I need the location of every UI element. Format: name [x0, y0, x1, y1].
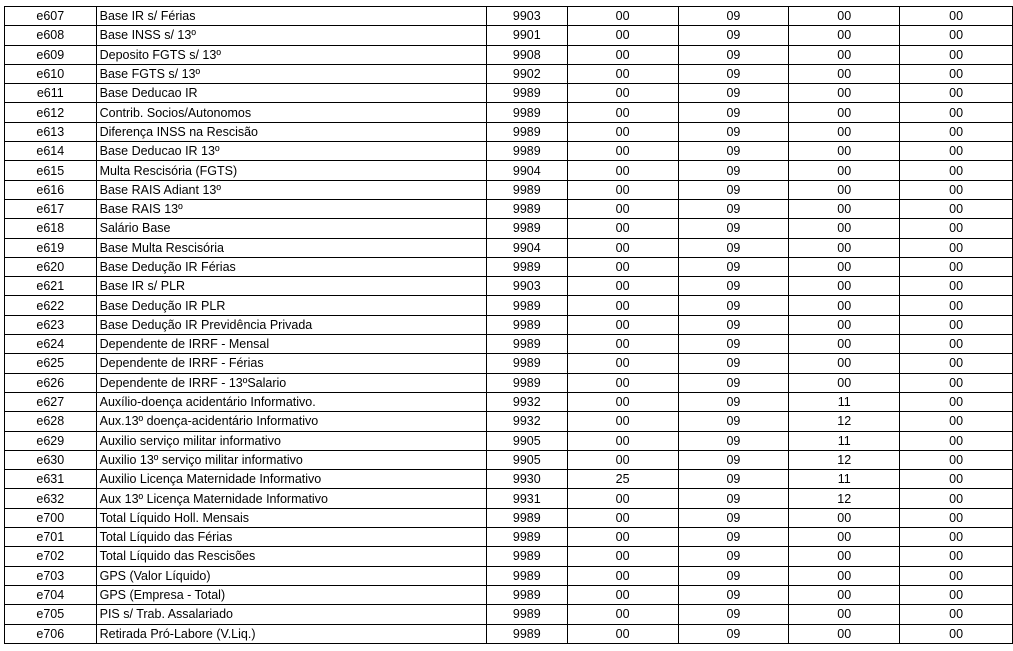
col7-cell: 00	[900, 431, 1013, 450]
col4-cell: 00	[567, 335, 678, 354]
col4-cell: 00	[567, 142, 678, 161]
col4-cell: 00	[567, 528, 678, 547]
col4-cell: 00	[567, 199, 678, 218]
col5-cell: 09	[678, 315, 789, 334]
event-code-cell: e706	[5, 624, 97, 643]
col4-cell: 25	[567, 470, 678, 489]
col5-cell: 09	[678, 450, 789, 469]
col7-cell: 00	[900, 605, 1013, 624]
col5-cell: 09	[678, 508, 789, 527]
col7-cell: 00	[900, 7, 1013, 26]
col5-cell: 09	[678, 354, 789, 373]
col7-cell: 00	[900, 199, 1013, 218]
col7-cell: 00	[900, 296, 1013, 315]
col5-cell: 09	[678, 142, 789, 161]
event-code-cell: e701	[5, 528, 97, 547]
col6-cell: 00	[789, 103, 900, 122]
rubric-cell: 9908	[486, 45, 567, 64]
col4-cell: 00	[567, 315, 678, 334]
description-cell: Salário Base	[96, 219, 486, 238]
col4-cell: 00	[567, 180, 678, 199]
rubric-cell: 9989	[486, 257, 567, 276]
col6-cell: 00	[789, 238, 900, 257]
rubric-cell: 9932	[486, 392, 567, 411]
col4-cell: 00	[567, 412, 678, 431]
col7-cell: 00	[900, 26, 1013, 45]
rubric-cell: 9905	[486, 450, 567, 469]
table-row	[5, 315, 1013, 334]
col4-cell: 00	[567, 373, 678, 392]
event-code-cell: e611	[5, 84, 97, 103]
table-row	[5, 277, 1013, 296]
col5-cell: 09	[678, 238, 789, 257]
col5-cell: 09	[678, 103, 789, 122]
col5-cell: 09	[678, 566, 789, 585]
rubric-cell: 9902	[486, 64, 567, 83]
event-code-cell: e700	[5, 508, 97, 527]
event-code-cell: e705	[5, 605, 97, 624]
event-code-cell: e616	[5, 180, 97, 199]
table-body	[5, 7, 1013, 644]
description-cell: Base INSS s/ 13º	[96, 26, 486, 45]
col6-cell: 11	[789, 470, 900, 489]
description-cell: Base RAIS Adiant 13º	[96, 180, 486, 199]
description-cell: Auxilio Licença Maternidade Informativo	[96, 470, 486, 489]
col4-cell: 00	[567, 431, 678, 450]
rubric-cell: 9989	[486, 84, 567, 103]
rubric-cell: 9989	[486, 585, 567, 604]
col7-cell: 00	[900, 470, 1013, 489]
table-row	[5, 335, 1013, 354]
description-cell: Dependente de IRRF - Férias	[96, 354, 486, 373]
col7-cell: 00	[900, 450, 1013, 469]
event-code-cell: e702	[5, 547, 97, 566]
col5-cell: 09	[678, 199, 789, 218]
col5-cell: 09	[678, 431, 789, 450]
description-cell: Base Dedução IR Férias	[96, 257, 486, 276]
description-cell: Auxílio-doença acidentário Informativo.	[96, 392, 486, 411]
col4-cell: 00	[567, 585, 678, 604]
col4-cell: 00	[567, 122, 678, 141]
col4-cell: 00	[567, 354, 678, 373]
col4-cell: 00	[567, 7, 678, 26]
rubric-cell: 9931	[486, 489, 567, 508]
table-row	[5, 64, 1013, 83]
col6-cell: 11	[789, 392, 900, 411]
col7-cell: 00	[900, 528, 1013, 547]
col6-cell: 00	[789, 180, 900, 199]
event-code-cell: e627	[5, 392, 97, 411]
col5-cell: 09	[678, 180, 789, 199]
rubric-cell: 9989	[486, 335, 567, 354]
rubric-cell: 9901	[486, 26, 567, 45]
table-row	[5, 431, 1013, 450]
table-row	[5, 489, 1013, 508]
col7-cell: 00	[900, 64, 1013, 83]
col6-cell: 00	[789, 528, 900, 547]
description-cell: PIS s/ Trab. Assalariado	[96, 605, 486, 624]
table-row	[5, 412, 1013, 431]
rubric-cell: 9989	[486, 142, 567, 161]
description-cell: Aux 13º Licença Maternidade Informativo	[96, 489, 486, 508]
rubric-cell: 9989	[486, 566, 567, 585]
col5-cell: 09	[678, 412, 789, 431]
table-row	[5, 354, 1013, 373]
col7-cell: 00	[900, 566, 1013, 585]
col6-cell: 00	[789, 84, 900, 103]
col6-cell: 12	[789, 489, 900, 508]
rubric-cell: 9989	[486, 508, 567, 527]
table-row	[5, 624, 1013, 643]
event-code-cell: e609	[5, 45, 97, 64]
col5-cell: 09	[678, 64, 789, 83]
col4-cell: 00	[567, 489, 678, 508]
table-row	[5, 238, 1013, 257]
col4-cell: 00	[567, 238, 678, 257]
col4-cell: 00	[567, 566, 678, 585]
col4-cell: 00	[567, 84, 678, 103]
table-row	[5, 103, 1013, 122]
col6-cell: 00	[789, 624, 900, 643]
col6-cell: 00	[789, 508, 900, 527]
description-cell: Base Multa Rescisória	[96, 238, 486, 257]
event-code-cell: e626	[5, 373, 97, 392]
description-cell: GPS (Valor Líquido)	[96, 566, 486, 585]
event-code-cell: e620	[5, 257, 97, 276]
col7-cell: 00	[900, 142, 1013, 161]
description-cell: Contrib. Socios/Autonomos	[96, 103, 486, 122]
table-row	[5, 547, 1013, 566]
col5-cell: 09	[678, 489, 789, 508]
event-code-cell: e624	[5, 335, 97, 354]
col4-cell: 00	[567, 450, 678, 469]
col7-cell: 00	[900, 624, 1013, 643]
description-cell: Retirada Pró-Labore (V.Liq.)	[96, 624, 486, 643]
col6-cell: 00	[789, 296, 900, 315]
col6-cell: 00	[789, 199, 900, 218]
description-cell: Deposito FGTS s/ 13º	[96, 45, 486, 64]
event-code-cell: e612	[5, 103, 97, 122]
table-row	[5, 392, 1013, 411]
event-code-cell: e613	[5, 122, 97, 141]
col7-cell: 00	[900, 508, 1013, 527]
col6-cell: 00	[789, 45, 900, 64]
event-code-cell: e703	[5, 566, 97, 585]
col7-cell: 00	[900, 238, 1013, 257]
event-code-cell: e608	[5, 26, 97, 45]
col5-cell: 09	[678, 470, 789, 489]
table-row	[5, 585, 1013, 604]
table-row	[5, 605, 1013, 624]
col7-cell: 00	[900, 335, 1013, 354]
rubric-cell: 9989	[486, 547, 567, 566]
rubric-cell: 9989	[486, 122, 567, 141]
col5-cell: 09	[678, 277, 789, 296]
event-code-cell: e614	[5, 142, 97, 161]
rubric-cell: 9904	[486, 238, 567, 257]
event-code-cell: e610	[5, 64, 97, 83]
col4-cell: 00	[567, 26, 678, 45]
description-cell: Auxilio serviço militar informativo	[96, 431, 486, 450]
event-code-cell: e618	[5, 219, 97, 238]
table-row	[5, 296, 1013, 315]
col4-cell: 00	[567, 605, 678, 624]
table-row	[5, 508, 1013, 527]
rubric-cell: 9989	[486, 180, 567, 199]
rubric-cell: 9904	[486, 161, 567, 180]
col6-cell: 00	[789, 64, 900, 83]
col4-cell: 00	[567, 161, 678, 180]
description-cell: Base Deducao IR	[96, 84, 486, 103]
description-cell: Total Líquido das Férias	[96, 528, 486, 547]
col5-cell: 09	[678, 26, 789, 45]
event-code-cell: e629	[5, 431, 97, 450]
description-cell: Auxilio 13º serviço militar informativo	[96, 450, 486, 469]
table-row	[5, 45, 1013, 64]
col6-cell: 12	[789, 450, 900, 469]
col4-cell: 00	[567, 257, 678, 276]
event-code-cell: e615	[5, 161, 97, 180]
col6-cell: 00	[789, 7, 900, 26]
table-row	[5, 199, 1013, 218]
table-row	[5, 257, 1013, 276]
rubric-cell: 9989	[486, 354, 567, 373]
col7-cell: 00	[900, 277, 1013, 296]
description-cell: Diferença INSS na Rescisão	[96, 122, 486, 141]
col4-cell: 00	[567, 45, 678, 64]
description-cell: Base FGTS s/ 13º	[96, 64, 486, 83]
table-row	[5, 26, 1013, 45]
rubric-cell: 9932	[486, 412, 567, 431]
rubric-cell: 9989	[486, 219, 567, 238]
col7-cell: 00	[900, 392, 1013, 411]
description-cell: Base Deducao IR 13º	[96, 142, 486, 161]
col6-cell: 00	[789, 547, 900, 566]
col7-cell: 00	[900, 373, 1013, 392]
table-row	[5, 450, 1013, 469]
col6-cell: 00	[789, 605, 900, 624]
description-cell: Total Líquido das Rescisões	[96, 547, 486, 566]
table-row	[5, 142, 1013, 161]
table-row	[5, 219, 1013, 238]
event-code-cell: e631	[5, 470, 97, 489]
description-cell: Total Líquido Holl. Mensais	[96, 508, 486, 527]
col6-cell: 00	[789, 142, 900, 161]
col5-cell: 09	[678, 392, 789, 411]
rubric-cell: 9905	[486, 431, 567, 450]
col6-cell: 00	[789, 354, 900, 373]
event-code-cell: e632	[5, 489, 97, 508]
event-code-cell: e607	[5, 7, 97, 26]
event-code-cell: e617	[5, 199, 97, 218]
col5-cell: 09	[678, 335, 789, 354]
rubric-cell: 9989	[486, 199, 567, 218]
col7-cell: 00	[900, 122, 1013, 141]
col7-cell: 00	[900, 45, 1013, 64]
col4-cell: 00	[567, 219, 678, 238]
rubric-cell: 9930	[486, 470, 567, 489]
events-table	[4, 6, 1013, 644]
event-code-cell: e622	[5, 296, 97, 315]
col5-cell: 09	[678, 528, 789, 547]
col7-cell: 00	[900, 354, 1013, 373]
col7-cell: 00	[900, 547, 1013, 566]
col7-cell: 00	[900, 489, 1013, 508]
col7-cell: 00	[900, 315, 1013, 334]
col6-cell: 00	[789, 373, 900, 392]
col4-cell: 00	[567, 103, 678, 122]
col5-cell: 09	[678, 122, 789, 141]
description-cell: GPS (Empresa - Total)	[96, 585, 486, 604]
col7-cell: 00	[900, 84, 1013, 103]
col7-cell: 00	[900, 180, 1013, 199]
col7-cell: 00	[900, 219, 1013, 238]
rubric-cell: 9989	[486, 103, 567, 122]
col4-cell: 00	[567, 392, 678, 411]
table-row	[5, 373, 1013, 392]
description-cell: Dependente de IRRF - 13ºSalario	[96, 373, 486, 392]
table-row	[5, 161, 1013, 180]
col7-cell: 00	[900, 412, 1013, 431]
table-row	[5, 566, 1013, 585]
col5-cell: 09	[678, 161, 789, 180]
col6-cell: 00	[789, 335, 900, 354]
rubric-cell: 9903	[486, 277, 567, 296]
col4-cell: 00	[567, 64, 678, 83]
description-cell: Base RAIS 13º	[96, 199, 486, 218]
rubric-cell: 9989	[486, 296, 567, 315]
col4-cell: 00	[567, 508, 678, 527]
col7-cell: 00	[900, 161, 1013, 180]
col5-cell: 09	[678, 257, 789, 276]
description-cell: Base Dedução IR PLR	[96, 296, 486, 315]
col6-cell: 00	[789, 566, 900, 585]
col4-cell: 00	[567, 624, 678, 643]
table-row	[5, 84, 1013, 103]
col7-cell: 00	[900, 585, 1013, 604]
col5-cell: 09	[678, 585, 789, 604]
col6-cell: 00	[789, 585, 900, 604]
description-cell: Base IR s/ PLR	[96, 277, 486, 296]
col4-cell: 00	[567, 277, 678, 296]
description-cell: Dependente de IRRF - Mensal	[96, 335, 486, 354]
description-cell: Base IR s/ Férias	[96, 7, 486, 26]
table-row	[5, 470, 1013, 489]
rubric-cell: 9989	[486, 624, 567, 643]
col6-cell: 00	[789, 26, 900, 45]
col5-cell: 09	[678, 7, 789, 26]
description-cell: Multa Rescisória (FGTS)	[96, 161, 486, 180]
event-code-cell: e704	[5, 585, 97, 604]
col6-cell: 00	[789, 277, 900, 296]
rubric-cell: 9989	[486, 373, 567, 392]
event-code-cell: e619	[5, 238, 97, 257]
col5-cell: 09	[678, 373, 789, 392]
table-row	[5, 122, 1013, 141]
col4-cell: 00	[567, 547, 678, 566]
col6-cell: 00	[789, 315, 900, 334]
col7-cell: 00	[900, 257, 1013, 276]
rubric-cell: 9989	[486, 315, 567, 334]
event-code-cell: e623	[5, 315, 97, 334]
col6-cell: 00	[789, 219, 900, 238]
col6-cell: 00	[789, 161, 900, 180]
event-code-cell: e621	[5, 277, 97, 296]
description-cell: Aux.13º doença-acidentário Informativo	[96, 412, 486, 431]
event-code-cell: e630	[5, 450, 97, 469]
rubric-cell: 9903	[486, 7, 567, 26]
col6-cell: 00	[789, 122, 900, 141]
event-code-cell: e625	[5, 354, 97, 373]
rubric-cell: 9989	[486, 605, 567, 624]
col5-cell: 09	[678, 45, 789, 64]
col5-cell: 09	[678, 624, 789, 643]
col5-cell: 09	[678, 296, 789, 315]
table-row	[5, 7, 1013, 26]
col6-cell: 00	[789, 257, 900, 276]
description-cell: Base Dedução IR Previdência Privada	[96, 315, 486, 334]
event-code-cell: e628	[5, 412, 97, 431]
col6-cell: 11	[789, 431, 900, 450]
table-row	[5, 180, 1013, 199]
col4-cell: 00	[567, 296, 678, 315]
col7-cell: 00	[900, 103, 1013, 122]
col5-cell: 09	[678, 547, 789, 566]
col5-cell: 09	[678, 605, 789, 624]
rubric-cell: 9989	[486, 528, 567, 547]
col5-cell: 09	[678, 219, 789, 238]
table-row	[5, 528, 1013, 547]
col6-cell: 12	[789, 412, 900, 431]
col5-cell: 09	[678, 84, 789, 103]
